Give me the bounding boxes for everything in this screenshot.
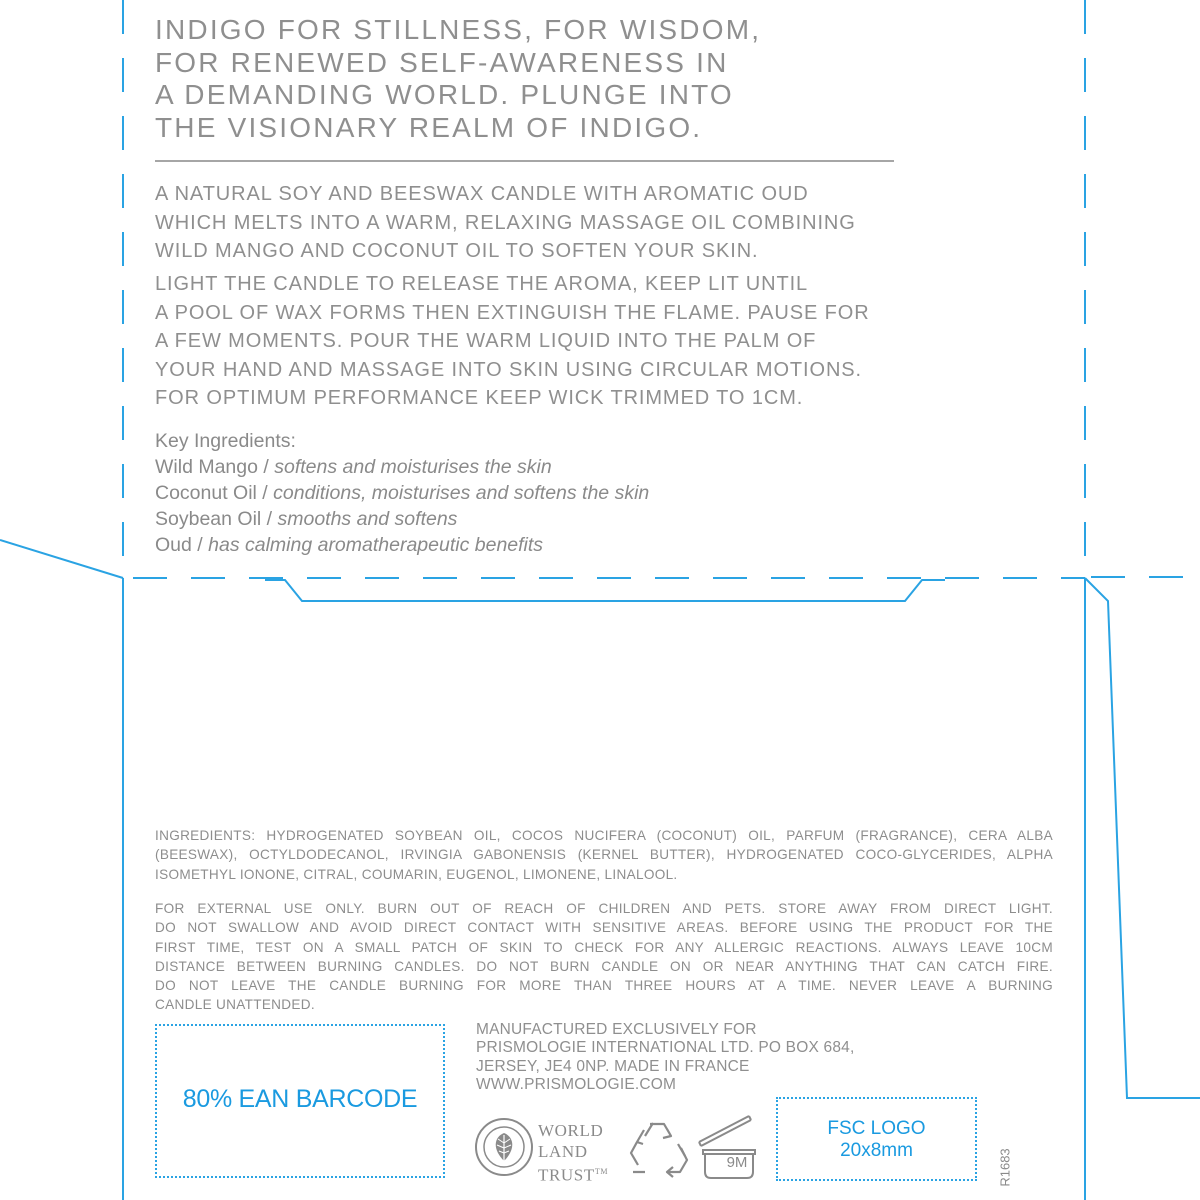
- revision-code: R1683: [997, 1148, 1013, 1187]
- description-line: A NATURAL SOY AND BEESWAX CANDLE WITH AROMATIC OUD: [155, 183, 809, 205]
- key-ingredients: [155, 428, 649, 558]
- divider: [155, 160, 894, 162]
- tuck-tab-outline: [265, 580, 945, 601]
- left-flap-edge: [0, 540, 123, 578]
- warning-line: DO NOT LEAVE THE CANDLE BURNING FOR MORE THAN THREE HOURS AT A TIME. NEVER LEAVE A BURNING: [155, 978, 1053, 994]
- right-flap-edge: [1085, 578, 1200, 1098]
- warning-line: FOR EXTERNAL USE ONLY. BURN OUT OF REACH OF CHILDREN AND PETS. STORE AWAY FROM DIRECT LIGHT.: [155, 901, 1053, 916]
- headline-line: A DEMANDING WORLD. PLUNGE INTO: [155, 79, 734, 110]
- ingredient-benefit: smooths and softens: [277, 508, 458, 530]
- safety-warnings: [155, 899, 1053, 1015]
- pao-label: 9M: [726, 1154, 748, 1171]
- warning-line: DISTANCE BETWEEN BURNING CANDLES. DO NOT BURN CANDLE ON OR NEAR ANYTHING THAT CAN CATCH FIRE.: [155, 958, 1053, 974]
- warning-line: CANDLE UNATTENDED.: [155, 997, 315, 1013]
- ingredient-benefit: has calming aromatherapeutic benefits: [208, 534, 544, 556]
- description-line: WILD MANGO AND COCONUT OIL TO SOFTEN YOUR SKIN.: [155, 240, 759, 263]
- headline-line: FOR RENEWED SELF-AWARENESS IN: [155, 46, 729, 78]
- key-ingredient-item: [155, 480, 649, 506]
- barcode-label: 80% EAN BARCODE: [182, 1085, 418, 1113]
- usage-line: FOR OPTIMUM PERFORMANCE KEEP WICK TRIMMED TO 1CM.: [155, 387, 804, 410]
- usage-line: YOUR HAND AND MASSAGE INTO SKIN USING CIRCULAR MOTIONS.: [155, 358, 862, 381]
- ingredient-benefit: conditions, moisturises and softens the skin: [273, 482, 650, 504]
- fsc-label-line: 20x8mm: [840, 1140, 913, 1161]
- ingredient-benefit: softens and moisturises the skin: [274, 456, 552, 478]
- manufacturer-info: [476, 1021, 854, 1094]
- usage-line: A FEW MOMENTS. POUR THE WARM LIQUID INTO THE PALM OF: [155, 330, 817, 353]
- fsc-label-line: FSC LOGO: [827, 1118, 926, 1139]
- ingredients-line: INGREDIENTS: HYDROGENATED SOYBEAN OIL, COCOS NUCIFERA (COCONUT) OIL, PARFUM (FRAGRANCE), CERA ALBA: [155, 828, 1053, 843]
- ingredient-name: Soybean Oil /: [155, 508, 278, 530]
- ingredient-name: Oud /: [155, 534, 209, 556]
- key-ingredient-item: [155, 506, 649, 532]
- fsc-label: [776, 1118, 977, 1162]
- wordmark-line: TRUST: [538, 1165, 595, 1185]
- ingredient-name: Wild Mango /: [155, 456, 275, 478]
- ingredients-list: [155, 826, 1053, 884]
- ingredients-line: ISOMETHYL IONONE, CITRAL, COUMARIN, EUGENOL, LIMONENE, LINALOOL.: [155, 866, 678, 882]
- world-land-trust-seal-icon: [474, 1117, 534, 1177]
- ingredient-name: Coconut Oil /: [155, 482, 274, 504]
- key-ingredients-heading: Key Ingredients:: [155, 430, 296, 452]
- warning-line: DO NOT SWALLOW AND AVOID DIRECT CONTACT WITH SENSITIVE AREAS. BEFORE USING THE PRODUCT FOR THE: [155, 920, 1053, 936]
- usage-instructions: [155, 270, 870, 413]
- warning-line: FIRST TIME, TEST ON A SMALL PATCH OF SKIN TO CHECK FOR ANY ALLERGIC REACTIONS. ALWAYS LEAVE 10CM: [155, 939, 1053, 955]
- headline: [155, 14, 915, 144]
- description-line: WHICH MELTS INTO A WARM, RELAXING MASSAGE OIL COMBINING: [155, 211, 856, 234]
- wordmark-line: LAND: [538, 1141, 588, 1161]
- manufacturer-line: WWW.PRISMOLOGIE.COM: [476, 1075, 677, 1093]
- manufacturer-line: PRISMOLOGIE INTERNATIONAL LTD. PO BOX 684,: [476, 1039, 855, 1057]
- headline-line: INDIGO FOR STILLNESS, FOR WISDOM,: [155, 14, 762, 45]
- key-ingredient-item: [155, 532, 649, 558]
- world-land-trust-wordmark: [538, 1121, 608, 1186]
- usage-line: LIGHT THE CANDLE TO RELEASE THE AROMA, KEEP LIT UNTIL: [155, 273, 809, 295]
- pao-jar-icon: [693, 1110, 765, 1182]
- ingredients-line: (BEESWAX), OCTYLDODECANOL, IRVINGIA GABONENSIS (KERNEL BUTTER), HYDROGENATED COCO-GLYCERIDES, ALPHA: [155, 847, 1053, 863]
- usage-line: A POOL OF WAX FORMS THEN EXTINGUISH THE FLAME. PAUSE FOR: [155, 301, 870, 324]
- manufacturer-line: JERSEY, JE4 0NP. MADE IN FRANCE: [476, 1057, 750, 1075]
- manufacturer-line: MANUFACTURED EXCLUSIVELY FOR: [476, 1021, 757, 1038]
- headline-line: THE VISIONARY REALM OF INDIGO.: [155, 111, 703, 143]
- wordmark-line: WORLD: [538, 1121, 604, 1140]
- trademark-mark: TM: [594, 1167, 609, 1176]
- key-ingredient-item: [155, 454, 649, 480]
- product-description: [155, 180, 856, 266]
- recycle-icon: [623, 1118, 691, 1180]
